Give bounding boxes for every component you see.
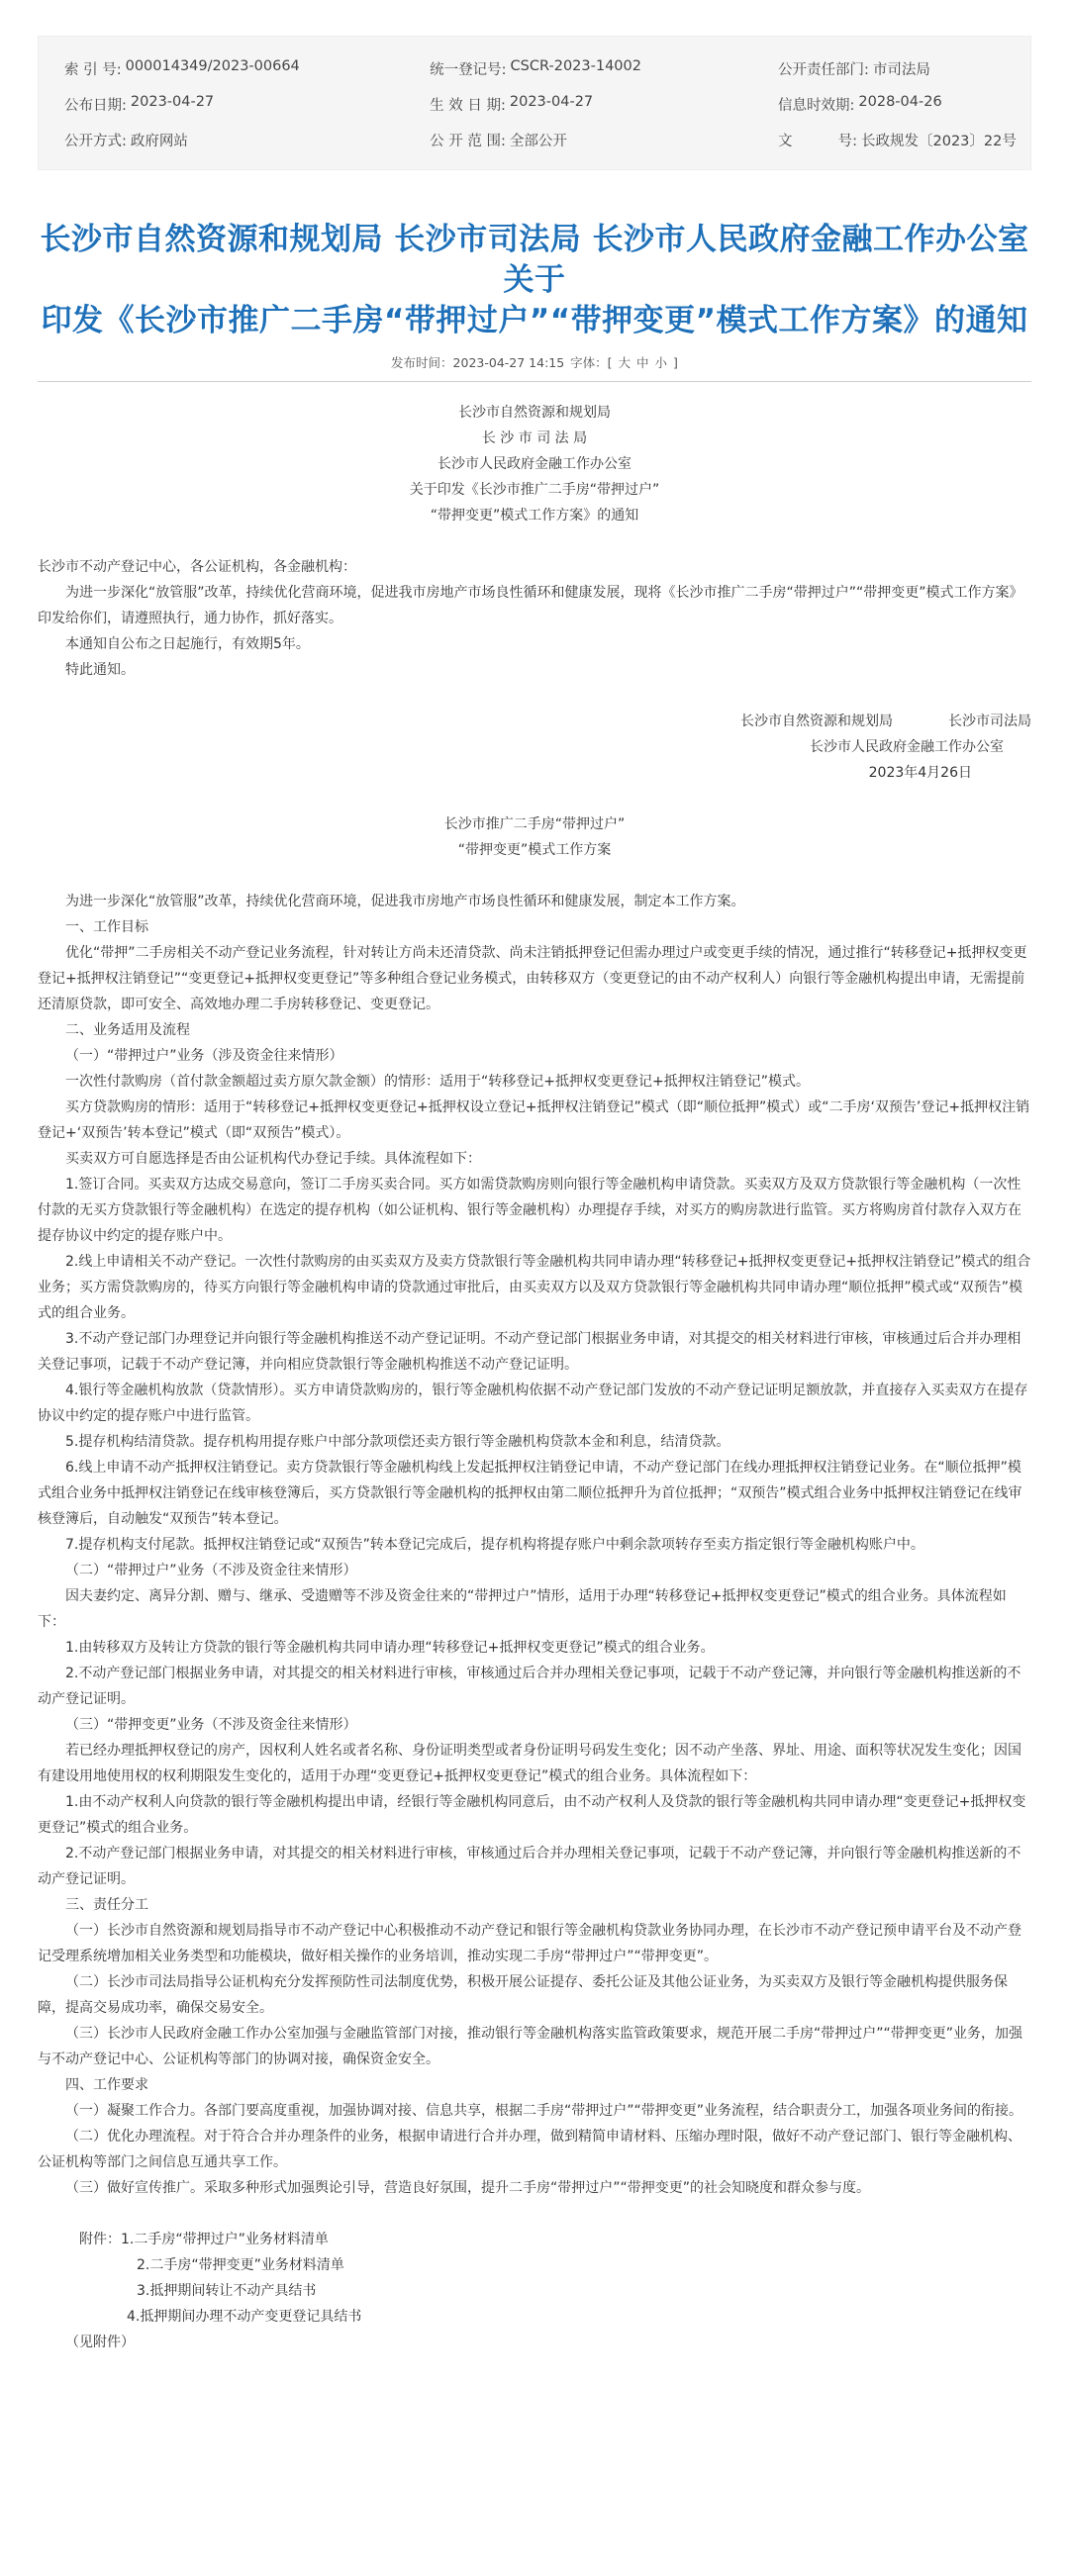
title-line-2: 印发《长沙市推广二手房“带押过户”“带押变更”模式工作方案》的通知 <box>41 303 1028 338</box>
effective-date-value: 2023-04-27 <box>509 93 594 110</box>
plan-paragraph: 为进一步深化“放管服”改革，持续优化营商环境，促进我市房地产市场良性循环和健康发展，制定本工作方案。 <box>65 894 745 909</box>
plan-paragraph: （二）长沙市司法局指导公证机构充分发挥预防性司法制度优势，积极开展公证提存、委托公证及其他公证业务，为买卖双方及银行等金融机构提供服务保障，提高交易成功率，确保交易安全。 <box>38 1974 1008 2016</box>
notice-paragraph: 本通知自公布之日起施行，有效期5年。 <box>65 636 310 652</box>
publish-scope-value: 全部公开 <box>509 133 567 149</box>
document-number-value: 长政规发〔2023〕22号 <box>861 133 1017 149</box>
plan-paragraph: 买方贷款购房的情形：适用于“转移登记+抵押权变更登记+抵押权设立登记+抵押权注销登记”模式（即“顺位抵押”模式）或“二手房‘双预告’登记+抵押权注销登记+‘双预告’转本登记”模式（即“双预告”模式）。 <box>38 1099 1030 1141</box>
plan-paragraph: 买卖双方可自愿选择是否由公证机构代办登记手续。具体流程如下： <box>65 1151 481 1167</box>
attachments <box>38 2227 1031 2355</box>
plan-paragraph: （一）“带押过户”业务（涉及资金往来情形） <box>65 1048 343 1064</box>
plan-paragraph: 1.由转移双方及转让方贷款的银行等金融机构共同申请办理“转移登记+抵押权变更登记”模式的组合业务。 <box>65 1640 715 1656</box>
notice-paragraph: 特此通知。 <box>65 662 135 678</box>
metadata-table <box>38 36 1031 170</box>
title-line-1: 长沙市自然资源和规划局 长沙市司法局 长沙市人民政府金融工作办公室关于 <box>40 222 1029 298</box>
attachment-item[interactable]: 4.抵押期间办理不动产变更登记具结书 <box>127 2309 362 2325</box>
metadata-row <box>39 50 1030 86</box>
plan-paragraph: 因夫妻约定、离异分割、赠与、继承、受遗赠等不涉及资金往来的“带押过户”情形，适用于办理“转移登记+抵押权变更登记”模式的组合业务。具体流程如下： <box>38 1588 1007 1630</box>
metadata-row <box>39 86 1030 122</box>
signature-office: 长沙市人民政府金融工作办公室 <box>810 739 1004 755</box>
plan-paragraph: 3.不动产登记部门办理登记并向银行等金融机构推送不动产登记证明。不动产登记部门根据业务申请，对其提交的相关材料进行审核，审核通过后合并办理相关登记事项，记载于不动产登记簿，并向相应贷款银行等金融机构推送不动产登记证明。 <box>38 1331 1021 1373</box>
plan-paragraph: 2.线上申请相关不动产登记。一次性付款购房的由买卖双方及卖方贷款银行等金融机构共同申请办理“转移登记+抵押权变更登记+抵押权注销登记”模式的组合业务；买方需贷款购房的，待买方向银行等金融机构申请的贷款通过审批后，由买卖双方以及双方贷款银行等金融机构共同申请办理“顺位抵押”模式或“双预告”模式的组合业务。 <box>38 1254 1031 1321</box>
plan-paragraph: 若已经办理抵押权登记的房产，因权利人姓名或者名称、身份证明类型或者身份证明号码发生变化；因不动产坐落、界址、用途、面积等状况发生变化；因国有建设用地使用权的权利期限发生变化的，适用于办理“变更登记+抵押权变更登记”模式的组合业务。具体流程如下： <box>38 1743 1021 1784</box>
plan-title <box>38 811 1031 863</box>
effective-date-label: 生 效 日 期: <box>430 97 506 114</box>
font-size-label: 字体：[ <box>570 355 613 370</box>
publish-date <box>39 94 408 115</box>
plan-paragraph: （一）凝聚工作合力。各部门要高度重视，加强协调对接、信息共享，根据二手房“带押过户”“带押变更”业务流程，结合职责分工，加强各项业务间的衔接。 <box>65 2103 1023 2119</box>
plan-paragraph: 2.不动产登记部门根据业务申请，对其提交的相关材料进行审核，审核通过后合并办理相关登记事项，记载于不动产登记簿，并向银行等金融机构推送新的不动产登记证明。 <box>38 1846 1021 1887</box>
expiry-date-value: 2028-04-26 <box>858 93 942 110</box>
publish-info <box>0 353 1069 371</box>
attachment-line <box>38 2227 1031 2252</box>
plan-paragraph: 2.不动产登记部门根据业务申请，对其提交的相关材料进行审核，审核通过后合并办理相关登记事项，记载于不动产登记簿，并向银行等金融机构推送新的不动产登记证明。 <box>38 1666 1021 1707</box>
signature-date: 2023年4月26日 <box>868 765 972 781</box>
article-body <box>0 382 1069 2375</box>
attachment-item[interactable]: 1.二手房“带押过户”业务材料清单 <box>121 2232 329 2247</box>
header-line: 长沙市自然资源和规划局 <box>458 405 611 421</box>
header-line: 关于印发《长沙市推广二手房“带押过户” <box>409 482 660 498</box>
plan-paragraph: 1.签订合同。买卖双方达成交易意向，签订二手房买卖合同。买方如需贷款购房则向银行等金融机构申请贷款。买卖双方及双方贷款银行等金融机构（一次性付款的无买方贷款银行等金融机构）在选定的提存机构（如公证机构、银行等金融机构）办理提存手续，对买方的购房款进行监管。买方将购房首付款存入双方在提存协议中约定的提存账户中。 <box>38 1177 1021 1244</box>
plan-paragraph: （二）优化办理流程。对于符合合并办理条件的业务，根据申请进行合并办理，做到精简申请材料、压缩办理时限，做好不动产登记部门、银行等金融机构、公证机构等部门之间信息互通共享工作。 <box>38 2129 1021 2170</box>
plan-paragraph: 6.线上申请不动产抵押权注销登记。卖方贷款银行等金融机构线上发起抵押权注销登记申请，不动产登记部门在线办理抵押权注销登记业务。在“顺位抵押”模式组合业务中抵押权注销登记在线审核登簿后，买方贷款银行等金融机构的抵押权由第二顺位抵押升为首位抵押；“双预告”模式组合业务中抵押权注销登记在线审核登簿后，自动触发“双预告”转本登记。 <box>38 1460 1022 1527</box>
attachment-item[interactable]: 3.抵押期间转让不动产具结书 <box>137 2283 317 2299</box>
attachment-label: 附件： <box>79 2232 121 2247</box>
plan-paragraph: （二）“带押过户”业务（不涉及资金往来情形） <box>65 1563 357 1578</box>
publish-scope <box>408 130 738 150</box>
header-line: 长沙市人民政府金融工作办公室 <box>437 456 632 472</box>
publish-date-label: 公布日期: <box>64 97 127 114</box>
document-number-label: 文 号: <box>778 133 857 149</box>
plan-paragraph: 5.提存机构结清贷款。提存机构用提存账户中部分款项偿还卖方银行等金融机构贷款本金和利息，结清贷款。 <box>65 1434 730 1450</box>
plan-paragraph: 四、工作要求 <box>65 2077 148 2093</box>
font-size-large-link[interactable]: 大 <box>618 355 632 370</box>
unified-number-value: CSCR-2023-14002 <box>510 57 641 74</box>
notice-paragraph: 为进一步深化“放管服”改革，持续优化营商环境，促进我市房地产市场良性循环和健康发展，现将《长沙市推广二手房“带押过户”“带押变更”模式工作方案》印发给你们，请遵照执行，通力协作，抓好落实。 <box>38 585 1023 626</box>
plan-paragraph: （三）长沙市人民政府金融工作办公室加强与金融监管部门对接，推动银行等金融机构落实监管政策要求，规范开展二手房“带押过户”“带押变更”业务，加强与不动产登记中心、公证机构等部门的协调对接，确保资金安全。 <box>38 2026 1023 2067</box>
plan-paragraph: （一）长沙市自然资源和规划局指导市不动产登记中心积极推动不动产登记和银行等金融机构贷款业务协同办理，在长沙市不动产登记预申请平台及不动产登记受理系统增加相关业务类型和功能模块，做好相关操作的业务培训，推动实现二手房“带押过户”“带押变更”。 <box>38 1923 1021 1964</box>
expiry-date-label: 信息时效期: <box>778 97 855 114</box>
page <box>0 36 1069 2375</box>
header-block <box>38 400 1031 528</box>
plan-paragraph: 二、业务适用及流程 <box>65 1022 190 1038</box>
plan-paragraph: 4.银行等金融机构放款（贷款情形）。买方申请贷款购房的，银行等金融机构依据不动产登记部门发放的不动产登记证明足额放款，并直接存入买卖双方在提存协议中约定的提存账户中进行监管。 <box>38 1383 1028 1424</box>
responsible-dept <box>738 58 1030 79</box>
plan-title-line: 长沙市推广二手房“带押过户” <box>443 816 626 832</box>
unified-number <box>408 58 738 79</box>
responsible-dept-value: 市司法局 <box>872 61 930 78</box>
plan-body <box>38 889 1031 2201</box>
publish-method-label: 公开方式: <box>64 133 127 149</box>
publish-method <box>39 130 408 150</box>
plan-paragraph: 三、责任分工 <box>65 1897 148 1913</box>
font-size-medium-link[interactable]: 中 <box>636 355 649 370</box>
plan-paragraph: （三）做好宣传推广。采取多种形式加强舆论引导，营造良好氛围，提升二手房“带押过户”“带押变更”的社会知晓度和群众参与度。 <box>65 2180 871 2196</box>
publish-method-value: 政府网站 <box>130 133 188 149</box>
publish-date-value: 2023-04-27 <box>130 93 215 110</box>
index-number <box>39 58 408 79</box>
plan-paragraph: 一、工作目标 <box>65 919 148 935</box>
plan-paragraph: 优化“带押”二手房相关不动产登记业务流程，针对转让方尚未还清贷款、尚未注销抵押登记但需办理过户或变更手续的情况，通过推行“转移登记+抵押权变更登记+抵押权注销登记”“变更登记+抵押权变更登记”等多种组合登记业务模式，由转移双方（变更登记的由不动产权利人）向银行等金融机构提出申请，无需提前还清原贷款，即可安全、高效地办理二手房转移登记、变更登记。 <box>38 945 1027 1012</box>
attachment-note: （见附件） <box>65 2335 135 2350</box>
attachment-item[interactable]: 2.二手房“带押变更”业务材料清单 <box>137 2257 344 2273</box>
effective-date <box>408 94 738 115</box>
plan-paragraph: （三）“带押变更”业务（不涉及资金往来情形） <box>65 1717 357 1733</box>
plan-title-line: “带押变更”模式工作方案 <box>457 842 612 858</box>
plan-paragraph: 7.提存机构支付尾款。抵押权注销登记或“双预告”转本登记完成后，提存机构将提存账户中剩余款项转存至卖方指定银行等金融机构账户中。 <box>65 1537 924 1553</box>
font-size-close-bracket: ] <box>673 355 678 370</box>
signature-orgs: 长沙市自然资源和规划局 长沙市司法局 <box>740 714 1031 729</box>
notice-recipients: 长沙市不动产登记中心，各公证机构，各金融机构： <box>38 559 356 575</box>
plan-paragraph: 一次性付款购房（首付款金额超过卖方原欠款金额）的情形：适用于“转移登记+抵押权变更登记+抵押权注销登记”模式。 <box>65 1074 810 1090</box>
index-number-value: 000014349/2023-00664 <box>125 57 300 74</box>
font-size-small-link[interactable]: 小 <box>654 355 668 370</box>
metadata-row <box>39 122 1030 157</box>
header-line: “带押变更”模式工作方案》的通知 <box>430 508 639 524</box>
unified-number-label: 统一登记号: <box>430 61 507 78</box>
page-title <box>30 220 1039 341</box>
responsible-dept-label: 公开责任部门: <box>778 61 869 78</box>
index-number-label: 索 引 号: <box>64 61 122 78</box>
publish-time: 发布时间：2023-04-27 14:15 <box>391 355 565 370</box>
header-line: 长 沙 市 司 法 局 <box>481 430 588 446</box>
plan-paragraph: 1.由不动产权利人向贷款的银行等金融机构提出申请，经银行等金融机构同意后，由不动产权利人及贷款的银行等金融机构共同申请办理“变更登记+抵押权变更登记”模式的组合业务。 <box>38 1794 1026 1836</box>
expiry-date <box>738 94 1030 115</box>
document-number <box>738 130 1030 150</box>
publish-scope-label: 公 开 范 围: <box>430 133 506 149</box>
